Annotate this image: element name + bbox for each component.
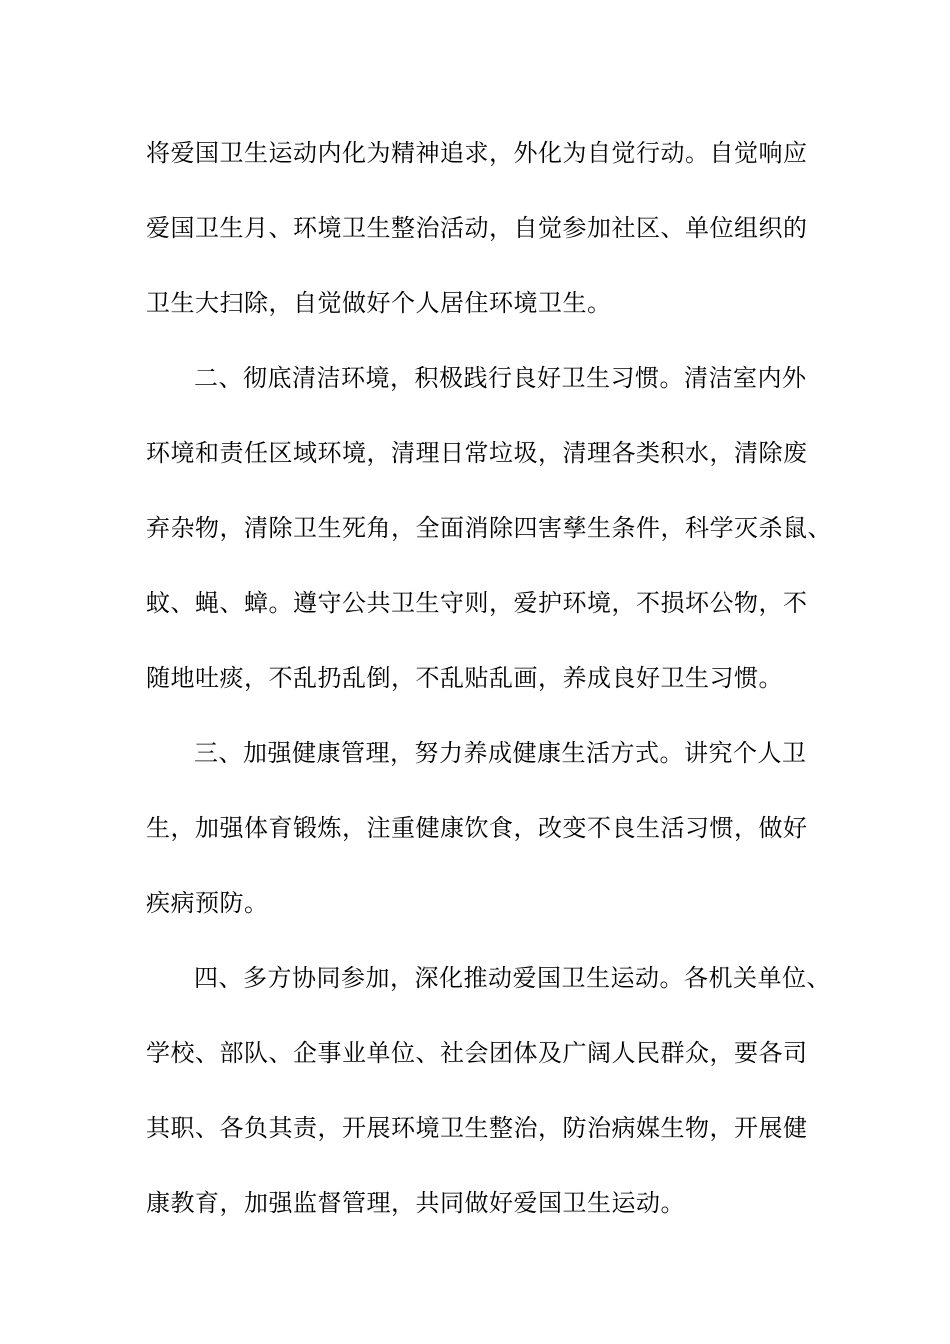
text-line: 其职、各负其责，开展环境卫生整治，防治病媒生物，开展健 bbox=[146, 1114, 808, 1142]
document-body bbox=[146, 128, 832, 1253]
text-line: 将爱国卫生运动内化为精神追求，外化为自觉行动。自觉响应 bbox=[146, 139, 808, 167]
text-line: 生，加强体育锻炼，注重健康饮食，改变不良生活习惯，做好 bbox=[146, 814, 808, 842]
section-2-heading-line: 二、彻底清洁环境，积极践行良好卫生习惯。清洁室内外 bbox=[194, 364, 807, 392]
text-line: 弃杂物，清除卫生死角，全面消除四害孳生条件，科学灭杀鼠、 bbox=[146, 514, 832, 542]
section-4-heading-line: 四、多方协同参加，深化推动爱国卫生运动。各机关单位、 bbox=[194, 964, 831, 992]
text-line: 卫生大扫除，自觉做好个人居住环境卫生。 bbox=[146, 289, 612, 317]
text-line: 学校、部队、企事业单位、社会团体及广阔人民群众，要各司 bbox=[146, 1039, 808, 1067]
section-3-heading-line: 三、加强健康管理，努力养成健康生活方式。讲究个人卫 bbox=[194, 739, 807, 767]
text-line: 蚊、蝇、蟑。遵守公共卫生守则，爱护环境，不损坏公物，不 bbox=[146, 589, 808, 617]
text-line: 爱国卫生月、环境卫生整治活动，自觉参加社区、单位组织的 bbox=[146, 214, 808, 242]
text-line: 随地吐痰，不乱扔乱倒，不乱贴乱画，养成良好卫生习惯。 bbox=[146, 664, 783, 692]
text-line: 环境和责任区域环境，清理日常垃圾，清理各类积水，清除废 bbox=[146, 439, 808, 467]
text-line: 康教育，加强监督管理，共同做好爱国卫生运动。 bbox=[146, 1189, 685, 1217]
text-line: 疾病预防。 bbox=[146, 889, 269, 917]
